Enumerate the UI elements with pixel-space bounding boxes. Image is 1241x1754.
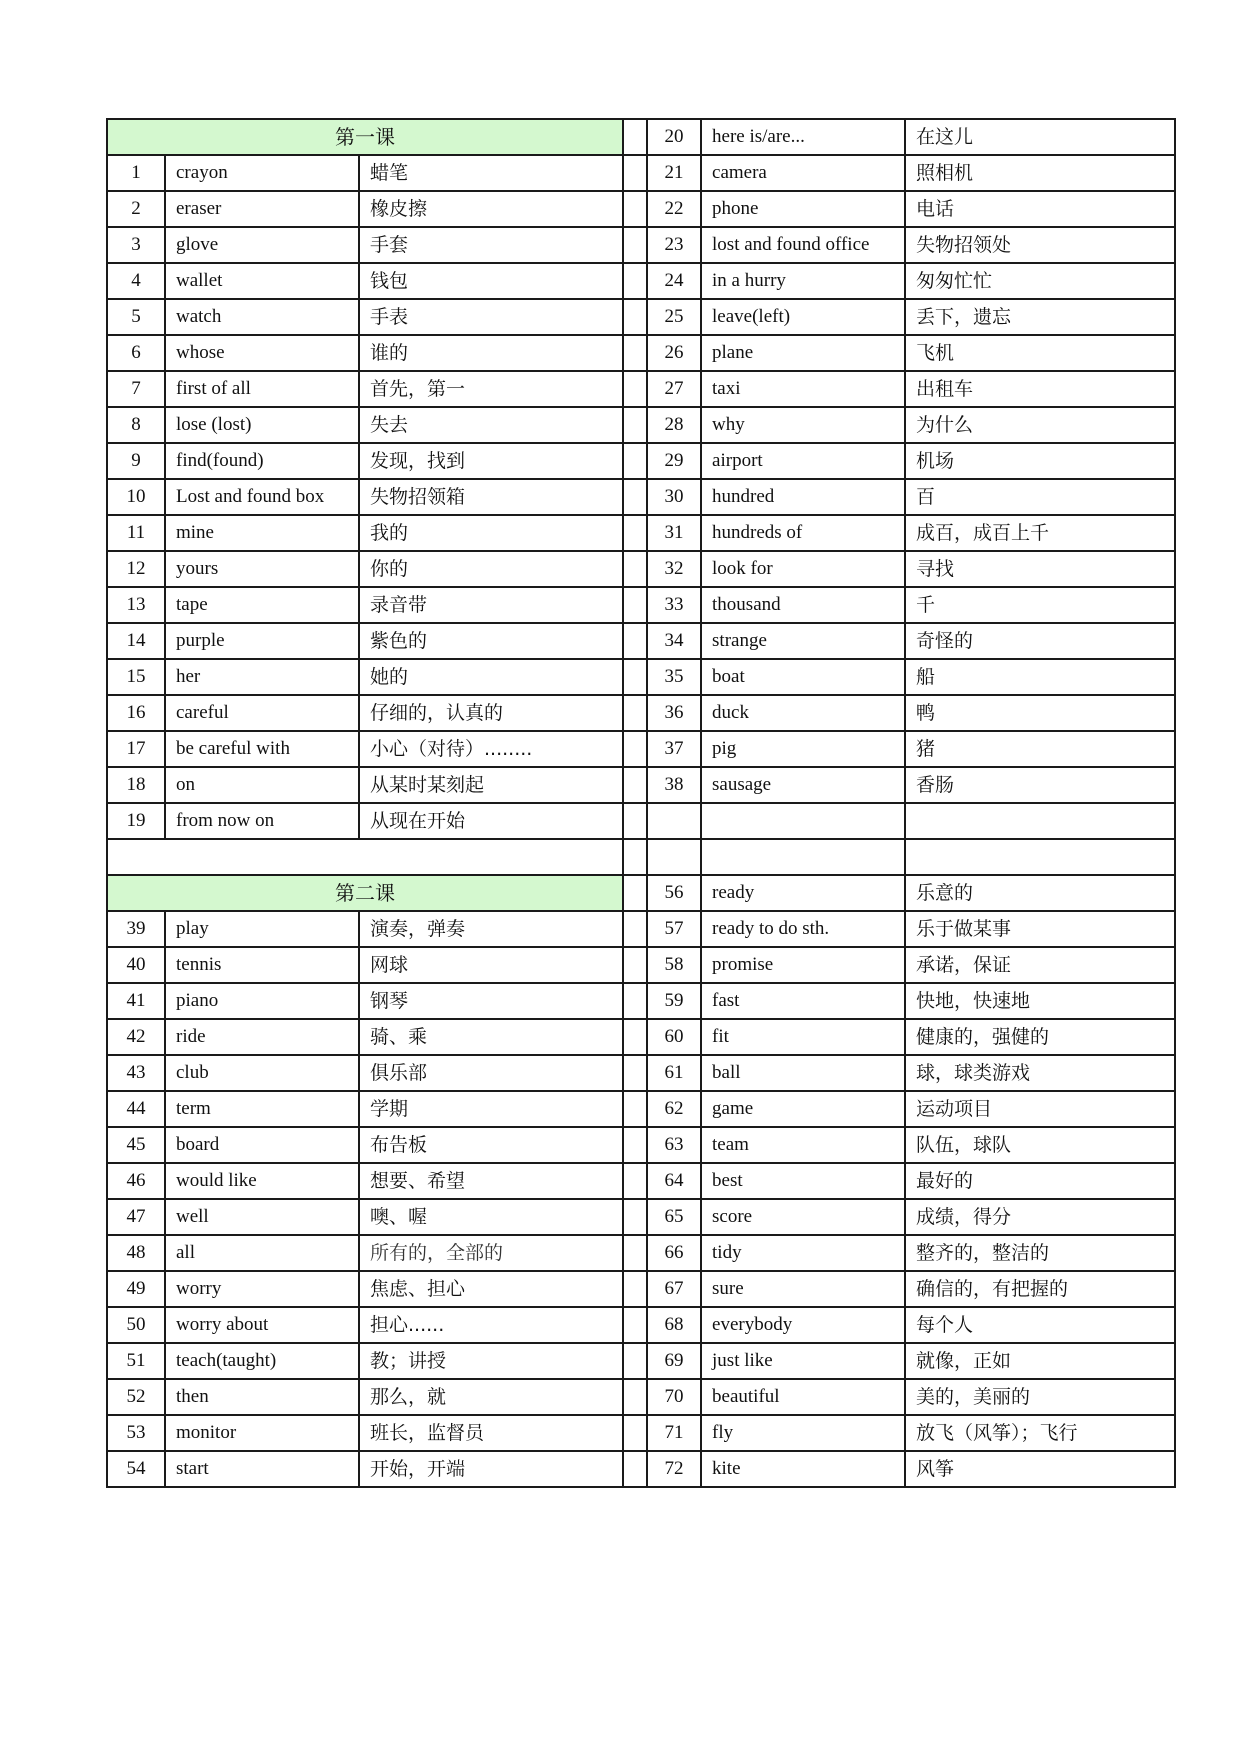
column-gap [623, 1451, 647, 1487]
english-word: strange [701, 623, 905, 659]
lesson-title: 第二课 [107, 875, 623, 911]
entry-number: 51 [107, 1343, 165, 1379]
entry-number: 28 [647, 407, 701, 443]
table-row [107, 731, 1175, 767]
column-gap [623, 515, 647, 551]
english-word: worry about [165, 1307, 359, 1343]
chinese-meaning: 从现在开始 [359, 803, 623, 839]
column-gap [623, 983, 647, 1019]
entry-number: 49 [107, 1271, 165, 1307]
entry-number: 66 [647, 1235, 701, 1271]
table-row [107, 1343, 1175, 1379]
column-gap [623, 1415, 647, 1451]
column-gap [623, 767, 647, 803]
table-row [107, 1127, 1175, 1163]
chinese-meaning: 快地，快速地 [905, 983, 1175, 1019]
entry-number [647, 839, 701, 875]
english-word: Lost and found box [165, 479, 359, 515]
chinese-meaning: 在这儿 [905, 119, 1175, 155]
chinese-meaning: 紫色的 [359, 623, 623, 659]
english-word: monitor [165, 1415, 359, 1451]
english-word: hundreds of [701, 515, 905, 551]
entry-number: 32 [647, 551, 701, 587]
chinese-meaning: 寻找 [905, 551, 1175, 587]
entry-number: 6 [107, 335, 165, 371]
entry-number: 67 [647, 1271, 701, 1307]
table-row [107, 623, 1175, 659]
chinese-meaning: 手表 [359, 299, 623, 335]
english-word [701, 803, 905, 839]
column-gap [623, 731, 647, 767]
column-gap [623, 1271, 647, 1307]
column-gap [623, 1091, 647, 1127]
english-word: worry [165, 1271, 359, 1307]
table-row [107, 659, 1175, 695]
english-word [701, 839, 905, 875]
chinese-meaning: 成绩，得分 [905, 1199, 1175, 1235]
entry-number: 69 [647, 1343, 701, 1379]
column-gap [623, 695, 647, 731]
chinese-meaning: 钱包 [359, 263, 623, 299]
entry-number: 1 [107, 155, 165, 191]
entry-number: 62 [647, 1091, 701, 1127]
english-word: careful [165, 695, 359, 731]
english-word: then [165, 1379, 359, 1415]
english-word: just like [701, 1343, 905, 1379]
vocabulary-table [106, 118, 1176, 1488]
entry-number: 48 [107, 1235, 165, 1271]
chinese-meaning: 网球 [359, 947, 623, 983]
column-gap [623, 299, 647, 335]
english-word: fly [701, 1415, 905, 1451]
chinese-meaning: 每个人 [905, 1307, 1175, 1343]
english-word: duck [701, 695, 905, 731]
spacer-row [107, 839, 1175, 875]
english-word: tennis [165, 947, 359, 983]
english-word: ride [165, 1019, 359, 1055]
english-word: score [701, 1199, 905, 1235]
table-row [107, 1271, 1175, 1307]
column-gap [623, 587, 647, 623]
chinese-meaning: 机场 [905, 443, 1175, 479]
chinese-meaning [905, 803, 1175, 839]
english-word: lost and found office [701, 227, 905, 263]
table-row [107, 1163, 1175, 1199]
entry-number: 71 [647, 1415, 701, 1451]
chinese-meaning: 船 [905, 659, 1175, 695]
entry-number: 22 [647, 191, 701, 227]
table-row [107, 1307, 1175, 1343]
column-gap [623, 119, 647, 155]
column-gap [623, 1163, 647, 1199]
table-row [107, 911, 1175, 947]
chinese-meaning: 噢、喔 [359, 1199, 623, 1235]
chinese-meaning: 小心（对待）........ [359, 731, 623, 767]
chinese-meaning: 美的，美丽的 [905, 1379, 1175, 1415]
entry-number: 30 [647, 479, 701, 515]
english-word: all [165, 1235, 359, 1271]
entry-number: 4 [107, 263, 165, 299]
chinese-meaning: 失物招领处 [905, 227, 1175, 263]
chinese-meaning: 我的 [359, 515, 623, 551]
entry-number: 63 [647, 1127, 701, 1163]
entry-number: 16 [107, 695, 165, 731]
entry-number: 3 [107, 227, 165, 263]
entry-number: 13 [107, 587, 165, 623]
entry-number: 54 [107, 1451, 165, 1487]
entry-number: 7 [107, 371, 165, 407]
entry-number: 38 [647, 767, 701, 803]
table-row [107, 407, 1175, 443]
entry-number: 46 [107, 1163, 165, 1199]
table-row [107, 983, 1175, 1019]
chinese-meaning: 首先，第一 [359, 371, 623, 407]
column-gap [623, 947, 647, 983]
entry-number: 10 [107, 479, 165, 515]
chinese-meaning: 匆匆忙忙 [905, 263, 1175, 299]
table-row [107, 1235, 1175, 1271]
chinese-meaning: 失物招领箱 [359, 479, 623, 515]
entry-number: 31 [647, 515, 701, 551]
chinese-meaning: 学期 [359, 1091, 623, 1127]
entry-number [647, 803, 701, 839]
chinese-meaning: 就像，正如 [905, 1343, 1175, 1379]
entry-number: 65 [647, 1199, 701, 1235]
chinese-meaning: 出租车 [905, 371, 1175, 407]
entry-number: 34 [647, 623, 701, 659]
chinese-meaning: 整齐的，整洁的 [905, 1235, 1175, 1271]
entry-number: 11 [107, 515, 165, 551]
english-word: term [165, 1091, 359, 1127]
chinese-meaning: 照相机 [905, 155, 1175, 191]
column-gap [623, 1235, 647, 1271]
entry-number: 72 [647, 1451, 701, 1487]
english-word: fast [701, 983, 905, 1019]
english-word: best [701, 1163, 905, 1199]
chinese-meaning: 放飞（风筝）；飞行 [905, 1415, 1175, 1451]
english-word: her [165, 659, 359, 695]
table-row [107, 479, 1175, 515]
entry-number: 29 [647, 443, 701, 479]
entry-number: 8 [107, 407, 165, 443]
table-row [107, 443, 1175, 479]
entry-number: 64 [647, 1163, 701, 1199]
column-gap [623, 443, 647, 479]
english-word: ball [701, 1055, 905, 1091]
entry-number: 57 [647, 911, 701, 947]
english-word: purple [165, 623, 359, 659]
chinese-meaning [905, 839, 1175, 875]
table-row [107, 695, 1175, 731]
chinese-meaning: 你的 [359, 551, 623, 587]
entry-number: 53 [107, 1415, 165, 1451]
english-word: board [165, 1127, 359, 1163]
english-word: ready [701, 875, 905, 911]
english-word: whose [165, 335, 359, 371]
table-row [107, 515, 1175, 551]
english-word: start [165, 1451, 359, 1487]
chinese-meaning: 球，球类游戏 [905, 1055, 1175, 1091]
entry-number: 47 [107, 1199, 165, 1235]
entry-number: 60 [647, 1019, 701, 1055]
table-row [107, 1055, 1175, 1091]
entry-number: 70 [647, 1379, 701, 1415]
table-row [107, 1091, 1175, 1127]
entry-number: 24 [647, 263, 701, 299]
chinese-meaning: 演奏，弹奏 [359, 911, 623, 947]
english-word: boat [701, 659, 905, 695]
chinese-meaning: 健康的，强健的 [905, 1019, 1175, 1055]
english-word: phone [701, 191, 905, 227]
english-word: in a hurry [701, 263, 905, 299]
column-gap [623, 623, 647, 659]
english-word: club [165, 1055, 359, 1091]
chinese-meaning: 录音带 [359, 587, 623, 623]
table-row [107, 263, 1175, 299]
chinese-meaning: 乐意的 [905, 875, 1175, 911]
table-row [107, 1379, 1175, 1415]
chinese-meaning: 担心...... [359, 1307, 623, 1343]
chinese-meaning: 为什么 [905, 407, 1175, 443]
english-word: lose (lost) [165, 407, 359, 443]
entry-number: 12 [107, 551, 165, 587]
chinese-meaning: 发现，找到 [359, 443, 623, 479]
table-row [107, 155, 1175, 191]
english-word: wallet [165, 263, 359, 299]
chinese-meaning: 蜡笔 [359, 155, 623, 191]
chinese-meaning: 香肠 [905, 767, 1175, 803]
english-word: everybody [701, 1307, 905, 1343]
column-gap [623, 1379, 647, 1415]
table-row [107, 227, 1175, 263]
chinese-meaning: 骑、乘 [359, 1019, 623, 1055]
entry-number: 37 [647, 731, 701, 767]
entry-number: 45 [107, 1127, 165, 1163]
entry-number: 39 [107, 911, 165, 947]
table-row [107, 1199, 1175, 1235]
entry-number: 26 [647, 335, 701, 371]
chinese-meaning: 开始，开端 [359, 1451, 623, 1487]
entry-number: 19 [107, 803, 165, 839]
chinese-meaning: 班长，监督员 [359, 1415, 623, 1451]
english-word: ready to do sth. [701, 911, 905, 947]
chinese-meaning: 所有的，全部的 [359, 1235, 623, 1271]
english-word: tape [165, 587, 359, 623]
english-word: well [165, 1199, 359, 1235]
entry-number: 35 [647, 659, 701, 695]
chinese-meaning: 教；讲授 [359, 1343, 623, 1379]
table-row [107, 1019, 1175, 1055]
column-gap [623, 1055, 647, 1091]
chinese-meaning: 电话 [905, 191, 1175, 227]
english-word: on [165, 767, 359, 803]
english-word: here is/are... [701, 119, 905, 155]
column-gap [623, 839, 647, 875]
entry-number: 43 [107, 1055, 165, 1091]
english-word: camera [701, 155, 905, 191]
entry-number: 2 [107, 191, 165, 227]
chinese-meaning: 她的 [359, 659, 623, 695]
entry-number: 21 [647, 155, 701, 191]
chinese-meaning: 俱乐部 [359, 1055, 623, 1091]
english-word: team [701, 1127, 905, 1163]
entry-number: 9 [107, 443, 165, 479]
column-gap [623, 875, 647, 911]
empty-merged-cell [107, 839, 623, 875]
chinese-meaning: 仔细的，认真的 [359, 695, 623, 731]
column-gap [623, 155, 647, 191]
column-gap [623, 479, 647, 515]
english-word: kite [701, 1451, 905, 1487]
chinese-meaning: 那么，就 [359, 1379, 623, 1415]
table-row [107, 947, 1175, 983]
chinese-meaning: 运动项目 [905, 1091, 1175, 1127]
entry-number: 36 [647, 695, 701, 731]
chinese-meaning: 丢下，遗忘 [905, 299, 1175, 335]
chinese-meaning: 飞机 [905, 335, 1175, 371]
entry-number: 42 [107, 1019, 165, 1055]
english-word: from now on [165, 803, 359, 839]
chinese-meaning: 布告板 [359, 1127, 623, 1163]
column-gap [623, 1343, 647, 1379]
chinese-meaning: 百 [905, 479, 1175, 515]
column-gap [623, 659, 647, 695]
english-word: play [165, 911, 359, 947]
table-row [107, 767, 1175, 803]
english-word: sure [701, 1271, 905, 1307]
entry-number: 15 [107, 659, 165, 695]
english-word: thousand [701, 587, 905, 623]
entry-number: 18 [107, 767, 165, 803]
english-word: would like [165, 1163, 359, 1199]
chinese-meaning: 猪 [905, 731, 1175, 767]
chinese-meaning: 承诺，保证 [905, 947, 1175, 983]
english-word: promise [701, 947, 905, 983]
column-gap [623, 1127, 647, 1163]
chinese-meaning: 成百，成百上千 [905, 515, 1175, 551]
english-word: crayon [165, 155, 359, 191]
section-header-row [107, 875, 1175, 911]
english-word: piano [165, 983, 359, 1019]
chinese-meaning: 最好的 [905, 1163, 1175, 1199]
chinese-meaning: 奇怪的 [905, 623, 1175, 659]
english-word: game [701, 1091, 905, 1127]
column-gap [623, 911, 647, 947]
entry-number: 61 [647, 1055, 701, 1091]
english-word: airport [701, 443, 905, 479]
column-gap [623, 1019, 647, 1055]
english-word: beautiful [701, 1379, 905, 1415]
chinese-meaning: 焦虑、担心 [359, 1271, 623, 1307]
column-gap [623, 407, 647, 443]
column-gap [623, 263, 647, 299]
english-word: watch [165, 299, 359, 335]
chinese-meaning: 想要、希望 [359, 1163, 623, 1199]
entry-number: 25 [647, 299, 701, 335]
english-word: plane [701, 335, 905, 371]
english-word: eraser [165, 191, 359, 227]
entry-number: 33 [647, 587, 701, 623]
entry-number: 14 [107, 623, 165, 659]
table-row [107, 371, 1175, 407]
english-word: leave(left) [701, 299, 905, 335]
entry-number: 41 [107, 983, 165, 1019]
column-gap [623, 1307, 647, 1343]
table-row [107, 803, 1175, 839]
english-word: tidy [701, 1235, 905, 1271]
table-row [107, 191, 1175, 227]
english-word: find(found) [165, 443, 359, 479]
entry-number: 23 [647, 227, 701, 263]
entry-number: 50 [107, 1307, 165, 1343]
english-word: sausage [701, 767, 905, 803]
chinese-meaning: 谁的 [359, 335, 623, 371]
english-word: why [701, 407, 905, 443]
entry-number: 17 [107, 731, 165, 767]
entry-number: 59 [647, 983, 701, 1019]
entry-number: 27 [647, 371, 701, 407]
column-gap [623, 191, 647, 227]
column-gap [623, 1199, 647, 1235]
entry-number: 5 [107, 299, 165, 335]
chinese-meaning: 橡皮擦 [359, 191, 623, 227]
entry-number: 40 [107, 947, 165, 983]
entry-number: 58 [647, 947, 701, 983]
chinese-meaning: 确信的，有把握的 [905, 1271, 1175, 1307]
column-gap [623, 371, 647, 407]
entry-number: 56 [647, 875, 701, 911]
chinese-meaning: 队伍，球队 [905, 1127, 1175, 1163]
column-gap [623, 551, 647, 587]
english-word: pig [701, 731, 905, 767]
table-row [107, 299, 1175, 335]
english-word: look for [701, 551, 905, 587]
chinese-meaning: 从某时某刻起 [359, 767, 623, 803]
lesson-title: 第一课 [107, 119, 623, 155]
english-word: mine [165, 515, 359, 551]
entry-number: 68 [647, 1307, 701, 1343]
english-word: hundred [701, 479, 905, 515]
english-word: taxi [701, 371, 905, 407]
english-word: yours [165, 551, 359, 587]
entry-number: 44 [107, 1091, 165, 1127]
chinese-meaning: 风筝 [905, 1451, 1175, 1487]
chinese-meaning: 钢琴 [359, 983, 623, 1019]
english-word: first of all [165, 371, 359, 407]
chinese-meaning: 失去 [359, 407, 623, 443]
english-word: fit [701, 1019, 905, 1055]
chinese-meaning: 手套 [359, 227, 623, 263]
table-row [107, 587, 1175, 623]
section-header-row [107, 119, 1175, 155]
table-row [107, 551, 1175, 587]
column-gap [623, 227, 647, 263]
column-gap [623, 803, 647, 839]
english-word: be careful with [165, 731, 359, 767]
table-row [107, 1451, 1175, 1487]
chinese-meaning: 鸭 [905, 695, 1175, 731]
chinese-meaning: 乐于做某事 [905, 911, 1175, 947]
entry-number: 20 [647, 119, 701, 155]
table-row [107, 1415, 1175, 1451]
english-word: glove [165, 227, 359, 263]
entry-number: 52 [107, 1379, 165, 1415]
chinese-meaning: 千 [905, 587, 1175, 623]
english-word: teach(taught) [165, 1343, 359, 1379]
table-row [107, 335, 1175, 371]
column-gap [623, 335, 647, 371]
